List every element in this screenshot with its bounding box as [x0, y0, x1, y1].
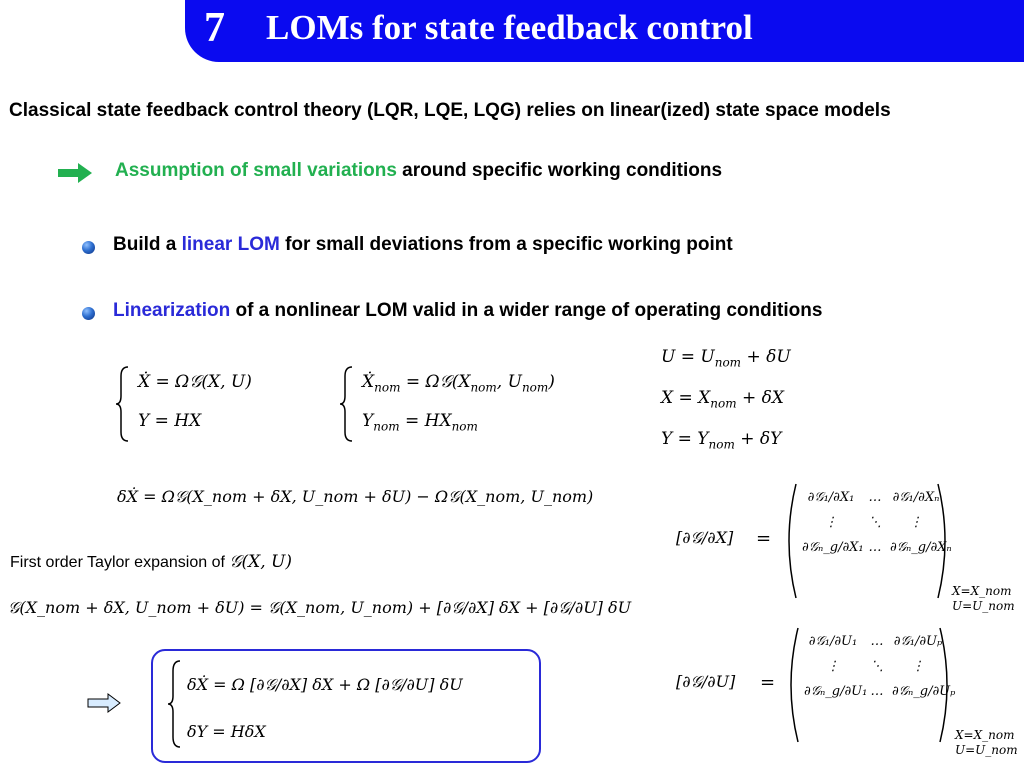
jacobian-u-entries: ∂𝒢₁/∂U₁ … ∂𝒢₁/∂Uₚ ⋮ ⋱ ⋮ ∂𝒢ₙ_g/∂U₁ … ∂𝒢ₙ_g/∂Uₚ [804, 634, 956, 699]
bullet-icon [82, 307, 95, 320]
jacobian-u-label: [∂𝒢/∂U] [676, 672, 736, 691]
bullet-item-1 [113, 234, 733, 256]
bullet-rest: of a nonlinear LOM valid in a wider range of operating conditions [230, 300, 823, 321]
bullet-icon [82, 241, 95, 254]
page-title: LOMs for state feedback control [266, 8, 753, 47]
intro-text: Classical state feedback control theory (LQR, LQE, LQG) relies on linear(ized) state space models [9, 100, 891, 121]
nominal-state-equation: Ẋ$_{nom}$ = $\Omega 𝒢(X_{nom}$, $U_{nom}$) [362, 372, 555, 395]
taylor-label: First order Taylor expansion of 𝒢(X, U) [10, 552, 292, 572]
bullet-highlight: Linearization [113, 300, 231, 321]
linearized-state-equation: δẊ = Ω [∂𝒢/∂X] δX + Ω [∂𝒢/∂U] δU [187, 675, 463, 694]
bullet-rest: for small deviations from a specific working point [279, 234, 733, 255]
left-brace [116, 366, 130, 442]
jacobian-x-entries: ∂𝒢₁/∂X₁ … ∂𝒢₁/∂Xₙ ⋮ ⋱ ⋮ ∂𝒢ₙ_g/∂X₁ … ∂𝒢ₙ_g/∂Xₙ [802, 490, 952, 555]
left-brace [340, 366, 354, 442]
assumption-rest: around specific working conditions [396, 160, 723, 181]
jacobian-x-condition: X=X_nom U=U_nom [952, 584, 1015, 613]
outline-arrow-icon [86, 693, 122, 713]
bullet-item-2 [113, 300, 822, 322]
jacobian-x-label: [∂𝒢/∂X] [676, 528, 734, 547]
taylor-expansion-equation: 𝒢(X_nom + δX, U_nom + δU) = 𝒢(X_nom, U_nom) + [∂𝒢/∂X] δX + [∂𝒢/∂U] δU [8, 598, 632, 617]
result-box [151, 649, 541, 763]
deviation-dynamics-equation: δẊ = Ω𝒢(X_nom + δX, U_nom + δU) − Ω𝒢(X_nom, U_nom) [117, 487, 594, 506]
section-number: 7 [204, 5, 225, 51]
input-deviation: $U = U_{nom} + \delta U$ [661, 347, 791, 370]
assumption-line [115, 160, 722, 182]
equals-sign: = [756, 528, 772, 549]
left-brace [168, 660, 182, 748]
state-equation: Ẋ = Ω𝒢(X, U) [138, 372, 252, 392]
equals-sign: = [760, 672, 776, 693]
output-deviation: $Y = Y_{nom} + \delta Y$ [661, 429, 782, 452]
bullet-highlight: linear LOM [181, 234, 280, 255]
linearized-output-equation: δY = HδX [187, 722, 266, 741]
right-arrow-icon [58, 163, 94, 183]
assumption-highlight: Assumption of small variations [115, 160, 397, 181]
jacobian-u-condition: X=X_nom U=U_nom [955, 728, 1018, 757]
bullet-prefix: Build a [113, 234, 182, 255]
nominal-output-equation: $Y_{nom} = HX_{nom}$ [362, 411, 478, 434]
state-deviation: $X = X_{nom} + \delta X$ [661, 388, 784, 411]
output-equation: Y = HX [138, 411, 202, 431]
